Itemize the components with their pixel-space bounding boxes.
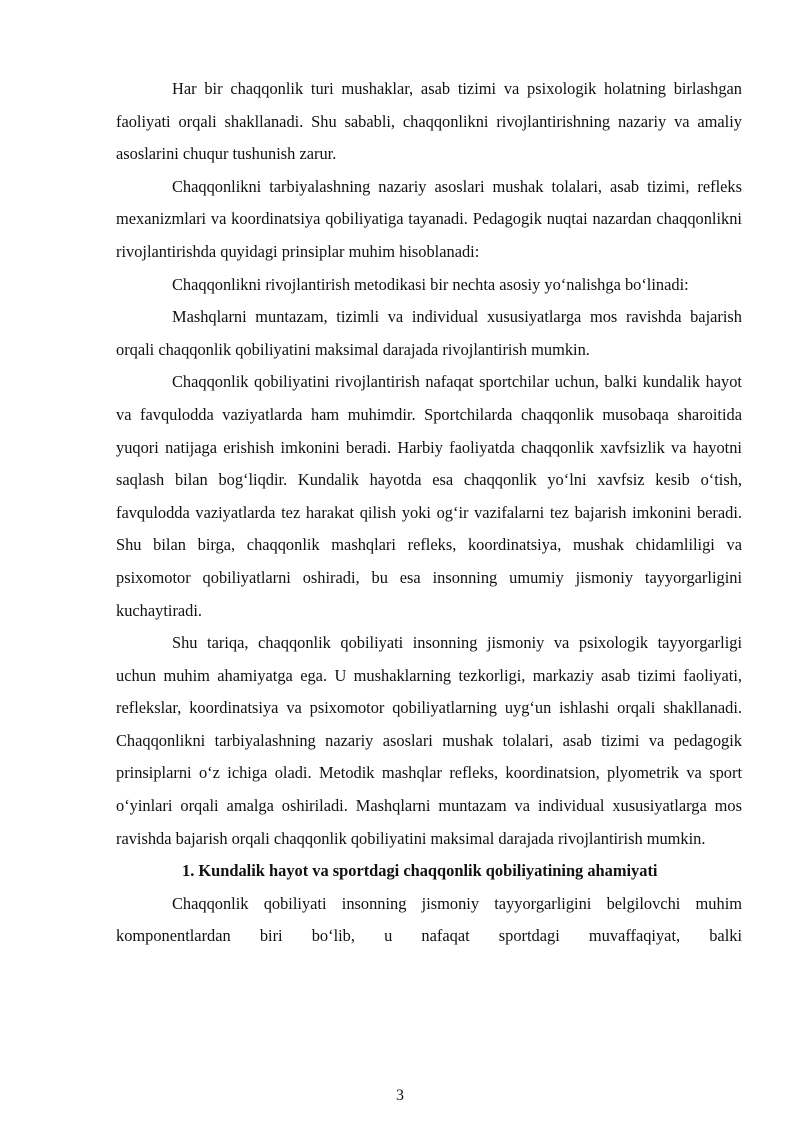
paragraph-6: Shu tariqa, chaqqonlik qobiliyati insonning jismoniy va psixologik tayyorgarligi uchun muhim ahamiyatga ega. U mushaklarning tezkorligi, markaziy asab tizimi faoliyati, reflekslar, koordinatsiya va psixomotor qobiliyatlarning uyg‘un ishlashi orqali shakllanadi. Chaqqonlikni tarbiyalashning nazariy asoslari mushak tolalari, asab tizimi va pedagogik prinsiplarni o‘z ichiga oladi. Metodik mashqlar refleks, koordinatsion, plyometrik va sport o‘yinlari orqali amalga oshiriladi. Mashqlarni muntazam va individual xususiyatlarga mos ravishda bajarish orqali chaqqonlik qobiliyatini maksimal darajada rivojlantirish mumkin.: [116, 633, 742, 848]
paragraph-3: Chaqqonlikni rivojlantirish metodikasi bir nechta asosiy yo‘nalishga bo‘linadi:: [172, 274, 689, 294]
document-page: [116, 73, 742, 953]
paragraph-5: Chaqqonlik qobiliyatini rivojlantirish nafaqat sportchilar uchun, balki kundalik hayot va favqulodda vaziyatlarda ham muhimdir. Sportchilarda chaqqonlik musobaqa sharoitida yuqori natijaga erishish imkonini beradi. Harbiy faoliyatda chaqqonlik xavfsizlik va hayotni saqlash bilan bog‘liqdir. Kundalik hayotda esa chaqqonlik yo‘lni xavfsiz kesib o‘tish, favqulodda vaziyatlarda tez harakat qilish yoki og‘ir vazifalarni tez bajarish imkonini beradi. Shu bilan birga, chaqqonlik mashqlari refleks, koordinatsiya, mushak chidamliligi va psixomotor qobiliyatlarni oshiradi, bu esa insonning umumiy jismoniy tayyorgarligini kuchaytiradi.: [116, 372, 742, 620]
paragraph-2: Chaqqonlikni tarbiyalashning nazariy asoslari mushak tolalari, asab tizimi, refleks mexanizmlari va koordinatsiya qobiliyatiga tayanadi. Pedagogik nuqtai nazardan chaqqonlikni rivojlantirishda quyidagi prinsiplar muhim hisoblanadi:: [116, 176, 742, 261]
paragraph-7: Chaqqonlik qobiliyati insonning jismoniy tayyorgarligini belgilovchi muhim komponentlardan biri bo‘lib, u nafaqat sportdagi muvaffaqiyat, balki: [116, 893, 742, 946]
page-number: 3: [396, 1087, 404, 1104]
section-heading: 1. Kundalik hayot va sportdagi chaqqonlik qobiliyatining ahamiyati: [182, 861, 658, 881]
paragraph-1: Har bir chaqqonlik turi mushaklar, asab tizimi va psixologik holatning birlashgan faoliyati orqali shakllanadi. Shu sababli, chaqqonlikni rivojlantirishning nazariy va amaliy asoslarini chuqur tushunish zarur.: [116, 79, 742, 164]
paragraph-4: Mashqlarni muntazam, tizimli va individual xususiyatlarga mos ravishda bajarish orqali chaqqonlik qobiliyatini maksimal darajada rivojlantirish mumkin.: [116, 307, 742, 359]
